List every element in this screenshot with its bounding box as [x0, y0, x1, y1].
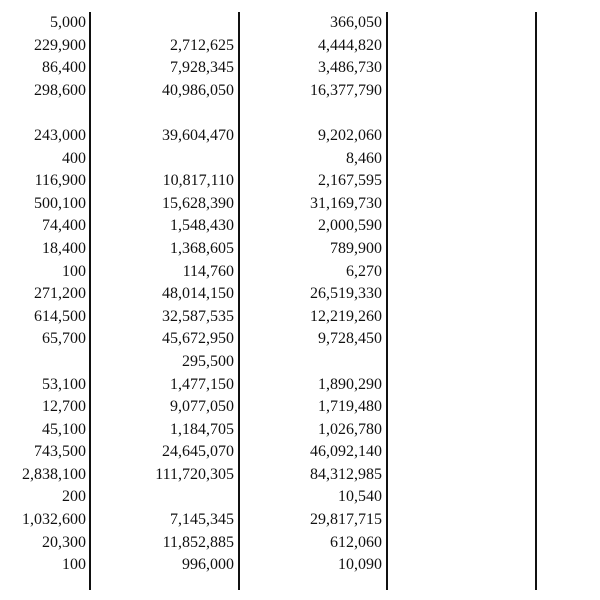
cell-col-2: 295,500 — [182, 352, 234, 370]
cell-col-1: 65,700 — [42, 330, 86, 348]
cell-col-2: 11,852,885 — [162, 533, 234, 551]
cell-col-2: 24,645,070 — [162, 443, 234, 461]
cell-col-1: 100 — [62, 262, 86, 280]
table-row — [0, 419, 600, 442]
cell-col-2: 114,760 — [182, 262, 234, 280]
table-row — [0, 170, 600, 193]
cell-col-1: 116,900 — [34, 172, 86, 190]
cell-col-1: 500,100 — [34, 194, 86, 212]
cell-col-3: 612,060 — [330, 533, 382, 551]
cell-col-3: 366,050 — [330, 14, 382, 31]
cell-col-3: 10,540 — [338, 488, 382, 506]
table-row — [0, 125, 600, 148]
cell-col-1: 20,300 — [42, 533, 86, 551]
cell-col-1: 1,032,600 — [22, 511, 86, 529]
cell-col-1: 45,100 — [42, 420, 86, 438]
cell-col-3: 1,890,290 — [318, 375, 382, 393]
cell-col-1: 18,400 — [42, 239, 86, 257]
cell-col-3: 84,312,985 — [310, 465, 382, 483]
table-row — [0, 554, 600, 577]
cell-col-2: 48,014,150 — [162, 285, 234, 303]
cell-col-3: 2,000,590 — [318, 217, 382, 235]
cell-col-3: 3,486,730 — [318, 59, 382, 77]
cell-col-1: 53,100 — [42, 375, 86, 393]
cell-col-3: 9,728,450 — [318, 330, 382, 348]
table-row-spacer — [0, 102, 600, 125]
cell-col-2: 1,184,705 — [170, 420, 234, 438]
cell-col-1: 74,400 — [42, 217, 86, 235]
cell-col-1: 614,500 — [34, 307, 86, 325]
cell-col-2: 39,604,470 — [162, 126, 234, 144]
cell-col-2: 9,077,050 — [170, 398, 234, 416]
cell-col-3: 10,090 — [338, 556, 382, 574]
cell-col-2: 2,712,625 — [170, 36, 234, 54]
cell-col-3: 8,460 — [346, 149, 382, 167]
table-row — [0, 532, 600, 555]
cell-col-3: 16,377,790 — [310, 81, 382, 99]
cell-col-3: 1,719,480 — [318, 398, 382, 416]
cell-col-2: 7,145,345 — [170, 511, 234, 529]
cell-col-1: 743,500 — [34, 443, 86, 461]
cell-col-3: 6,270 — [346, 262, 382, 280]
cell-col-1: 229,900 — [34, 36, 86, 54]
cell-col-2: 1,477,150 — [170, 375, 234, 393]
cell-col-3: 31,169,730 — [310, 194, 382, 212]
table-row — [0, 35, 600, 58]
cell-col-1: 298,600 — [34, 81, 86, 99]
cell-col-1: 12,700 — [42, 398, 86, 416]
cell-col-3: 29,817,715 — [310, 511, 382, 529]
cell-col-1: 200 — [62, 488, 86, 506]
cell-col-1: 100 — [62, 556, 86, 574]
cell-col-3: 46,092,140 — [310, 443, 382, 461]
table-row — [0, 396, 600, 419]
table-row — [0, 215, 600, 238]
table-body — [0, 12, 600, 577]
table-row — [0, 441, 600, 464]
table-row — [0, 261, 600, 284]
cell-col-2: 1,548,430 — [170, 217, 234, 235]
cell-col-3: 2,167,595 — [318, 172, 382, 190]
table-row — [0, 148, 600, 171]
table-row — [0, 306, 600, 329]
cell-col-1: 86,400 — [42, 59, 86, 77]
table-row — [0, 57, 600, 80]
cell-col-2: 10,817,110 — [162, 172, 234, 190]
table-row — [0, 509, 600, 532]
cell-col-3: 9,202,060 — [318, 126, 382, 144]
cell-col-1: 5,000 — [50, 14, 86, 31]
cell-col-2: 45,672,950 — [162, 330, 234, 348]
table-row — [0, 80, 600, 103]
cell-col-1: 271,200 — [34, 285, 86, 303]
cell-col-1: 400 — [62, 149, 86, 167]
cell-col-2: 111,720,305 — [155, 465, 234, 483]
table-row — [0, 464, 600, 487]
table-row — [0, 238, 600, 261]
table-row — [0, 12, 600, 35]
table-row — [0, 193, 600, 216]
cell-col-2: 7,928,345 — [170, 59, 234, 77]
cell-col-3: 1,026,780 — [318, 420, 382, 438]
cell-col-3: 789,900 — [330, 239, 382, 257]
table-row — [0, 328, 600, 351]
cell-col-1: 243,000 — [34, 126, 86, 144]
cell-col-3: 26,519,330 — [310, 285, 382, 303]
table-row — [0, 351, 600, 374]
cell-col-2: 1,368,605 — [170, 239, 234, 257]
table-row — [0, 486, 600, 509]
cell-col-2: 15,628,390 — [162, 194, 234, 212]
cell-col-1: 2,838,100 — [22, 465, 86, 483]
cell-col-2: 32,587,535 — [162, 307, 234, 325]
cell-col-2: 40,986,050 — [162, 81, 234, 99]
cell-col-3: 12,219,260 — [310, 307, 382, 325]
cell-col-2: 996,000 — [182, 556, 234, 574]
table-row — [0, 283, 600, 306]
table-row — [0, 374, 600, 397]
cell-col-3: 4,444,820 — [318, 36, 382, 54]
